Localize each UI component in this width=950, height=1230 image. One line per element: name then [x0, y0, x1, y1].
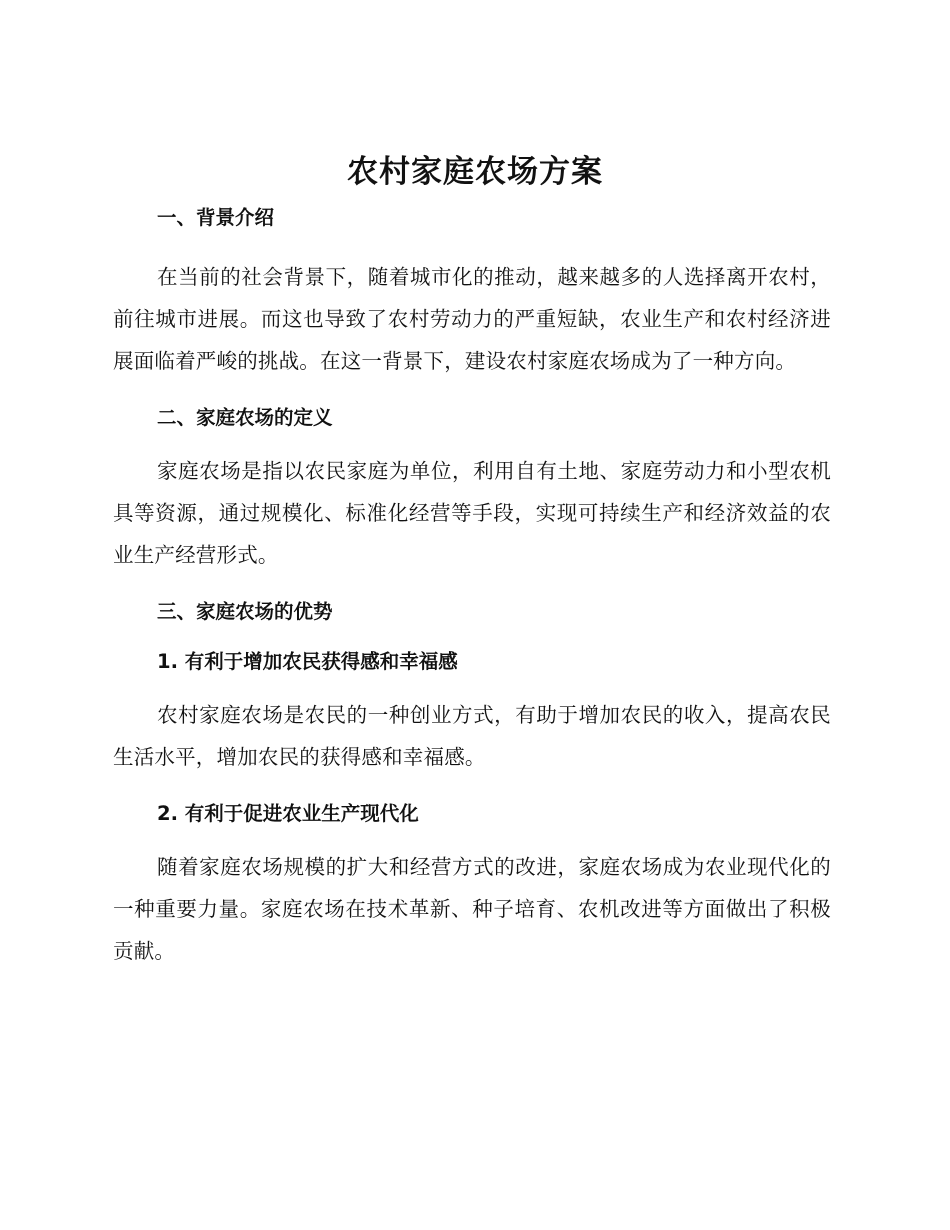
subsection-paragraph-2: 随着家庭农场规模的扩大和经营方式的改进，家庭农场成为农业现代化的一种重要力量。家庭农场在技术革新、种子培育、农机改进等方面做出了积极贡献。: [113, 855, 831, 963]
subsection-heading-1: 1. 有利于增加农民获得感和幸福感: [157, 650, 458, 673]
section-heading-advantages: 三、家庭农场的优势: [157, 600, 333, 623]
section-heading-background: 一、背景介绍: [157, 206, 275, 229]
subsection-paragraph-1: 农村家庭农场是农民的一种创业方式，有助于增加农民的收入，提高农民生活水平，增加农民的获得感和幸福感。: [113, 703, 831, 769]
document-title: 农村家庭农场方案: [347, 154, 603, 190]
section-paragraph-definition: 家庭农场是指以农民家庭为单位，利用自有土地、家庭劳动力和小型农机具等资源，通过规模化、标准化经营等手段，实现可持续生产和经济效益的农业生产经营形式。: [113, 459, 831, 567]
section-paragraph-background: 在当前的社会背景下，随着城市化的推动，越来越多的人选择离开农村，前往城市进展。而这也导致了农村劳动力的严重短缺，农业生产和农村经济进展面临着严峻的挑战。在这一背景下，建设农村家庭农场成为了一种方向。: [113, 265, 831, 373]
subsection-heading-2: 2. 有利于促进农业生产现代化: [157, 802, 419, 825]
document-body: [113, 200, 831, 972]
section-heading-definition: 二、家庭农场的定义: [157, 406, 333, 429]
